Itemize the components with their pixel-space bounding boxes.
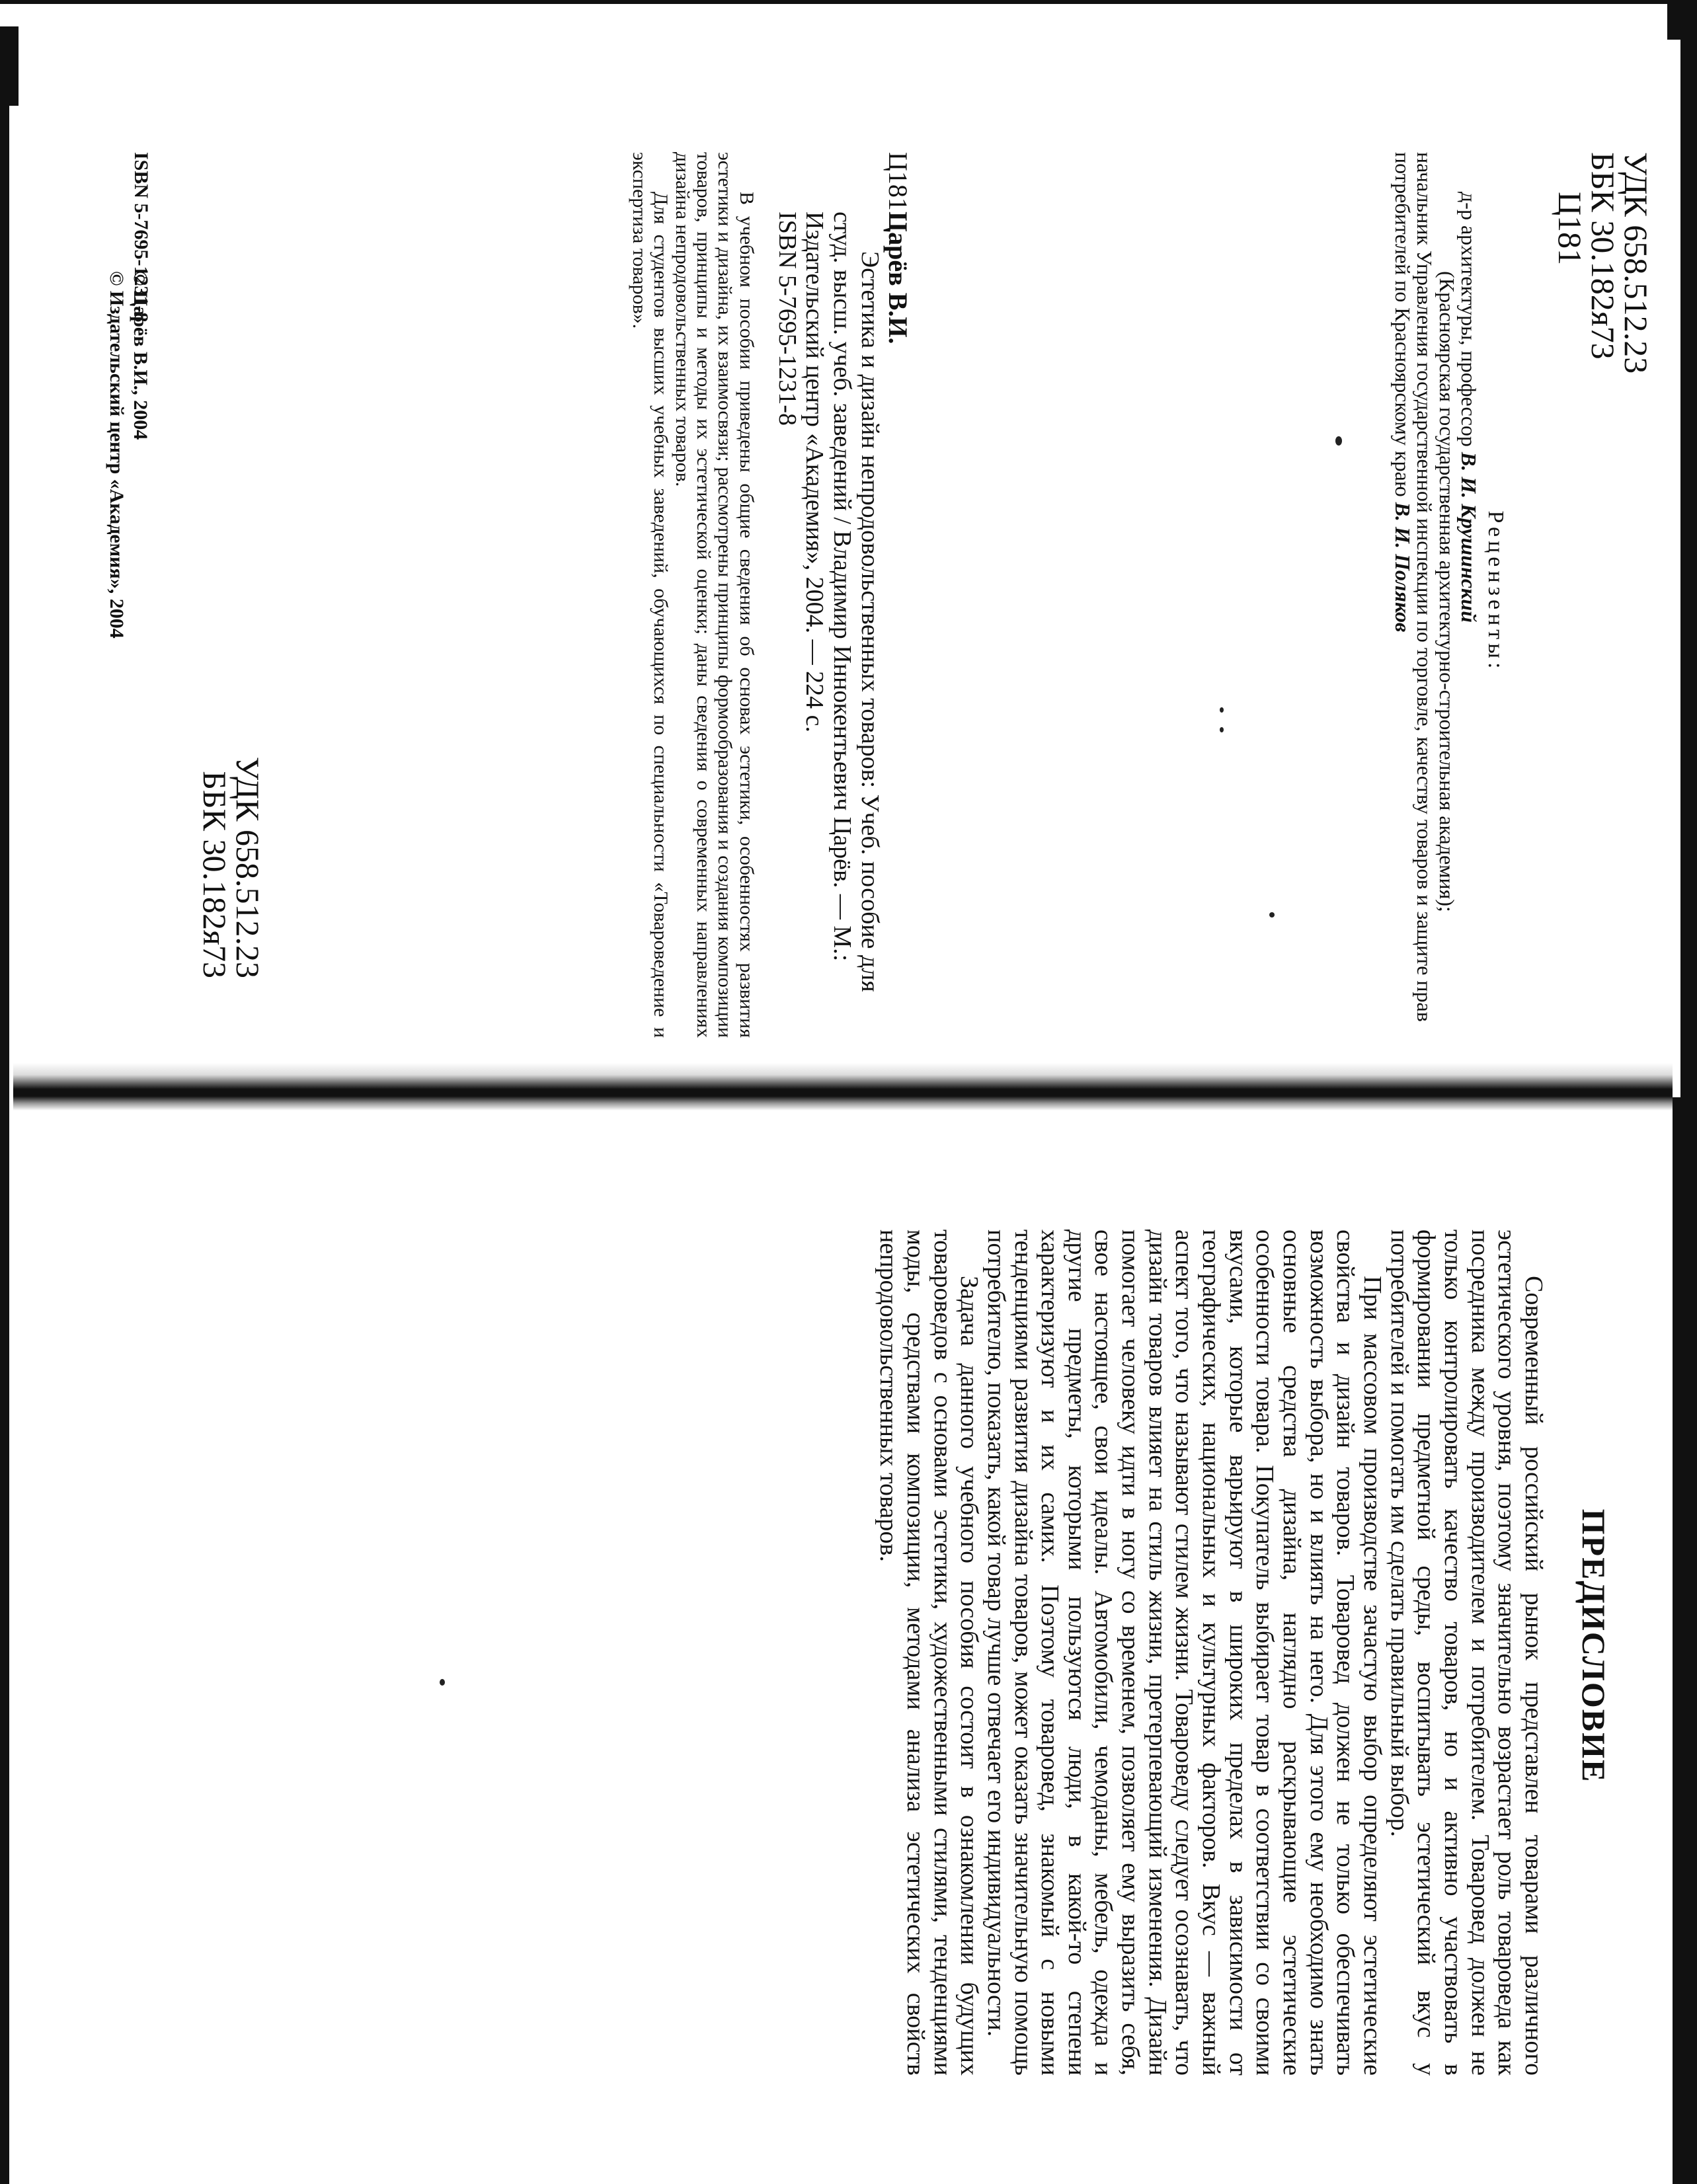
reviewer-2-name: В. И. Поляков xyxy=(1390,502,1415,633)
preface-title: ПРЕДИСЛОВИЕ xyxy=(1575,1508,1612,1783)
copyright-page xyxy=(13,0,1673,1058)
preface-paragraph: Задача данного учебного пособия состоит в ознакомлении будущих товароведов с основами эстетики, художественными стилями, тенденциями моды, средствами композиции, методами анализа эстетических свойств непродовольственных товаров. xyxy=(875,1229,984,2076)
classification-codes-top xyxy=(1554,152,1653,373)
reviewer-1 xyxy=(1458,152,1480,1031)
preface-body xyxy=(875,1229,1547,2076)
udk-code: УДК 658.512.23 xyxy=(1618,152,1655,374)
preface-paragraph: Современный российский рынок представлен товарами различного эстетического уровня, поэтому значительно возрастает роль товароведа как посредника между производителем и потребителем. Товаровед должен не только контролировать качество товаров, но и активно участвовать в формировании предметной среды, воспитывать эстетический вкус у потребителей и помогать им сделать правильный выбор. xyxy=(1385,1229,1548,2076)
annotation xyxy=(628,152,756,1038)
reviewer-2 xyxy=(1391,152,1435,1031)
catalog-isbn: ISBN 5-7695-1231-8 xyxy=(773,212,801,426)
book-spine-fold xyxy=(13,1063,1673,1111)
udk-code-bottom: УДК 658.512.23 xyxy=(229,756,266,978)
scan-edge-right xyxy=(1680,40,1697,1097)
reviewer-1-org: (Красноярская государственная архитектурно-строительная академия); xyxy=(1435,271,1459,912)
classification-codes-bottom xyxy=(198,701,264,978)
catalog-author: Царёв В.И. xyxy=(883,212,913,344)
scan-edge-right-lower xyxy=(1673,1097,1697,2184)
catalog-title: Эстетика и дизайн непродовольственных товаров: Учеб. пособие для студ. высш. учеб. заведений / Владимир Иннокентьевич Царёв. — М.: Издательский центр «Академия», 2004. — 224 с. xyxy=(801,212,884,992)
bbk-code-bottom: ББК 30.182я73 xyxy=(196,771,233,978)
copyright-notice xyxy=(104,271,152,639)
preface-paragraph: При массовом производстве зачастую выбор определяют эстетические свойства и дизайн товаров. Товаровед должен не только обеспечивать возможность выбора, но и влиять на него. Для этого ему необходимо знать основные средства дизайна, наглядно раскрывающие эстетические особенности товара. Покупатель выбирает товар в соответствии со своими вкусами, которые варьируют в широких пределах в зависимости от географических, национальных и культурных факторов. Вкус — важный аспект того, что называют стилем жизни. Товароведу следует осознавать, что дизайн товаров влияет на стиль жизни, претерпевающий изменения. Дизайн помогает человеку идти в ногу со временем, позволяет ему выразить себя, свое настоящее, свои идеалы. Автомобили, чемоданы, мебель, одежда и другие предметы, которыми пользуются люди, в какой-то степени характеризуют и их самих. Поэтому товаровед, знакомый с новыми тенденциями развития дизайна товаров, может оказать значительную помощь потребителю, показать, какой товар лучше отвечает его индивидуальности. xyxy=(982,1229,1387,2076)
author-code: Ц181 xyxy=(1552,192,1589,266)
annotation-text: В учебном пособии приведены общие сведения об основах эстетики, особенностях развития эстетики и дизайна, их взаимосвязи; рассмотрены принципы формообразования и создания композиции товаров, принципы и методы их эстетической оценки; даны сведения о современных направлениях дизайна непродовольственных товаров. xyxy=(671,152,758,1038)
isbn-bottom: ISBN 5-7695-1231-8 xyxy=(130,152,152,323)
scan-edge-left xyxy=(0,26,9,2184)
annotation-audience: Для студентов высших учебных заведений, обучающихся по специальности «Товароведение и экспертиза товаров». xyxy=(628,152,672,1038)
preface-page xyxy=(13,1117,1673,2175)
reviewer-1-name: В. И. Крушинский xyxy=(1457,451,1481,623)
reviewers-block xyxy=(1391,152,1507,1031)
catalog-code: Ц181 xyxy=(883,152,913,211)
catalog-main xyxy=(773,212,883,1038)
reviewer-1-prefix: д-р архитектуры, профессор xyxy=(1457,192,1481,452)
catalog-card xyxy=(628,152,912,1038)
bbk-code: ББК 30.182я73 xyxy=(1585,152,1622,360)
copyright-author: © Царёв В.И., 2004 xyxy=(130,271,151,440)
reviewers-title: Рецензенты: xyxy=(1483,510,1508,673)
reviewer-2-text: начальник Управления государственной инспекции по торговле, качеству товаров и защите прав потребителей по Красноярскому краю xyxy=(1390,152,1437,1022)
copyright-publisher: © Издательский центр «Академия», 2004 xyxy=(106,271,128,639)
